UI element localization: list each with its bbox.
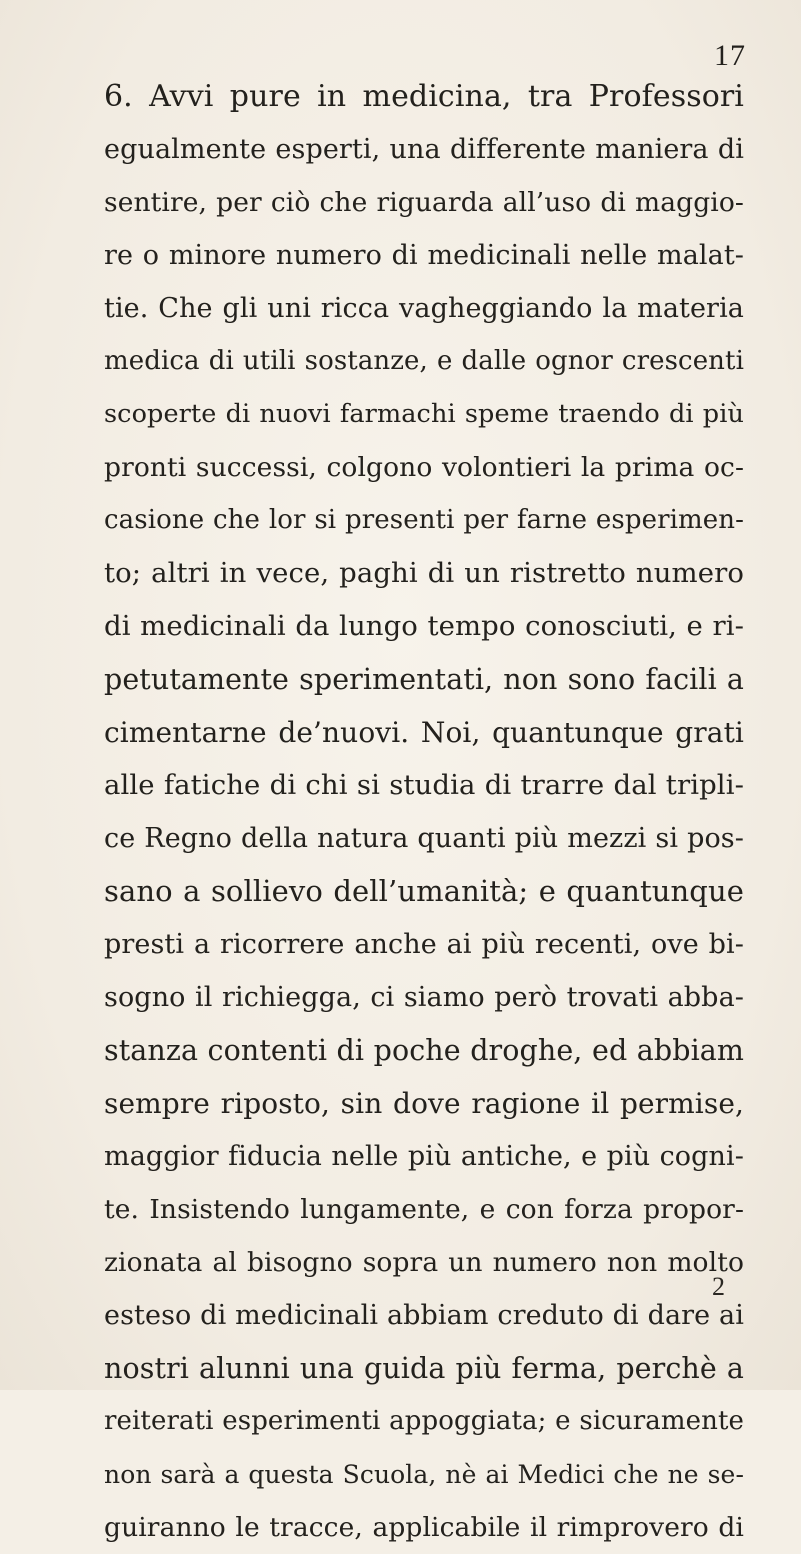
text-line: scoperte di nuovi farmachi speme traendo di più xyxy=(104,399,744,429)
text-line: sentire, per ciò che riguarda all’uso di maggio- xyxy=(104,187,744,218)
text-line: presti a ricorrere anche ai più recenti, ove bi- xyxy=(104,929,744,960)
text-line: stanza contenti di poche droghe, ed abbiam xyxy=(104,1034,744,1067)
text-line: alle fatiche di chi si studia di trarre dal tripli- xyxy=(104,769,744,801)
text-line: esteso di medicinali abbiam creduto di dare ai xyxy=(104,1300,744,1331)
text-line: egualmente esperti, una differente maniera di xyxy=(104,134,744,165)
page-number: 17 xyxy=(714,39,746,72)
text-line: reiterati esperimenti appoggiata; e sicuramente xyxy=(104,1406,744,1436)
signature-mark: 2 xyxy=(712,1272,725,1301)
text-line: guiranno le tracce, applicabile il rimprovero di xyxy=(104,1512,744,1543)
text-line: maggior fiducia nelle più antiche, e più cogni- xyxy=(104,1141,744,1172)
body-text xyxy=(104,70,744,1554)
text-line: ce Regno della natura quanti più mezzi si pos- xyxy=(104,823,744,854)
text-line: to; altri in vece, paghi di un ristretto numero xyxy=(104,557,744,589)
text-line: re o minore numero di medicinali nelle malat- xyxy=(104,240,744,271)
text-line: cimentarne de’nuovi. Noi, quantunque grati xyxy=(104,716,744,749)
text-line: zionata al bisogno sopra un numero non molto xyxy=(104,1247,744,1278)
text-line: sano a sollievo dell’umanità; e quantunque xyxy=(104,874,744,908)
text-line: petutamente sperimentati, non sono facili a xyxy=(104,663,744,696)
text-line: nostri alunni una guida più ferma, perchè a xyxy=(104,1352,744,1385)
text-line: di medicinali da lungo tempo conosciuti, e ri- xyxy=(104,610,744,642)
text-line: non sarà a questa Scuola, nè ai Medici che ne se- xyxy=(104,1460,744,1489)
text-line: 6. Avvi pure in medicina, tra Professori xyxy=(104,79,744,114)
text-line: sempre riposto, sin dove ragione il permise, xyxy=(104,1087,744,1120)
text-line: casione che lor si presenti per farne esperimen- xyxy=(104,505,744,535)
text-line: sogno il richiegga, ci siamo però trovati abba- xyxy=(104,982,744,1013)
text-line: te. Insistendo lungamente, e con forza propor- xyxy=(104,1194,744,1225)
text-line: tie. Che gli uni ricca vagheggiando la materia xyxy=(104,293,744,324)
text-line: pronti successi, colgono volontieri la prima oc- xyxy=(104,452,744,483)
text-line: medica di utili sostanze, e dalle ognor crescenti xyxy=(104,346,744,376)
